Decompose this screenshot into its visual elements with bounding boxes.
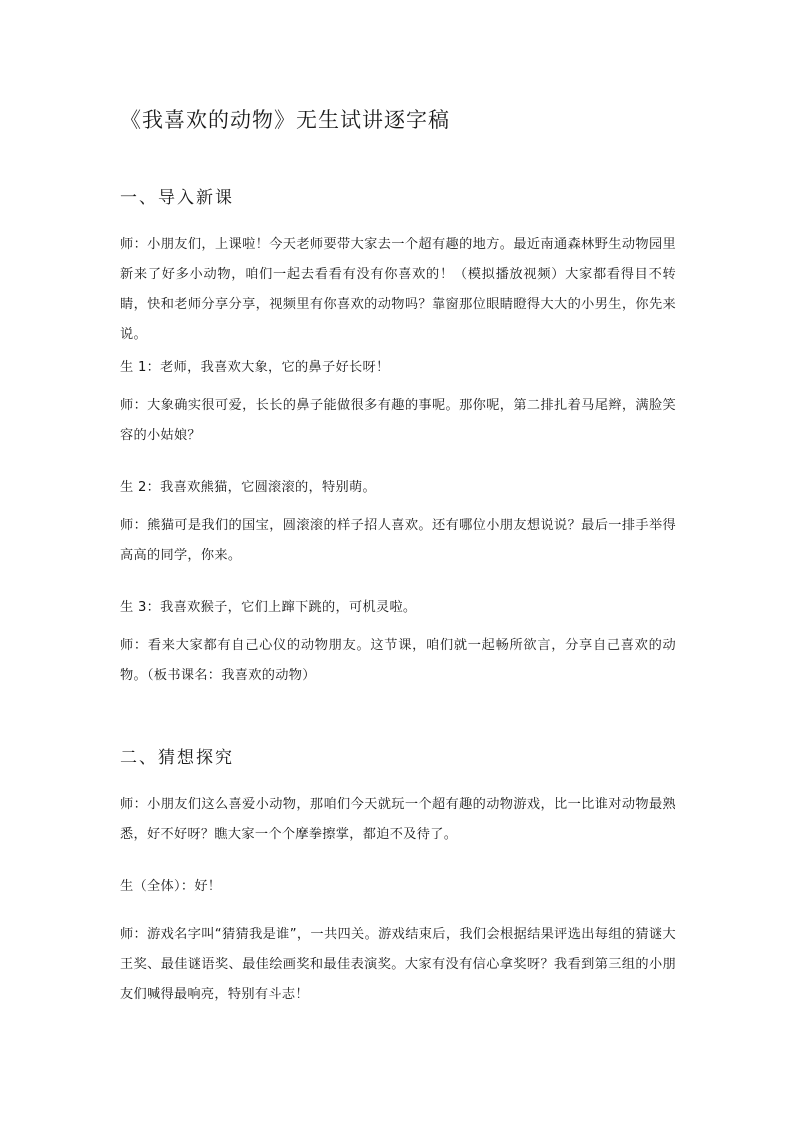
section-heading-intro: 一、导入新课	[120, 188, 234, 208]
paragraph: 师：小朋友们这么喜爱小动物，那咱们今天就玩一个超有趣的动物游戏，比一比谁对动物最熟悉，好不好呀？瞧大家一个个摩拳擦掌，都迫不及待了。	[120, 797, 676, 842]
paragraph: 生 2：我喜欢熊猫，它圆滚滚的，特别萌。	[120, 480, 376, 495]
paragraph: 师：小朋友们，上课啦！今天老师要带大家去一个超有趣的地方。最近南通森林野生动物园里新来了好多小动物，咱们一起去看看有没有你喜欢的！（模拟播放视频）大家都看得目不转睛，快和老师分享分享，视频里有你喜欢的动物吗？靠窗那位眼睛瞪得大大的小男生，你先来说。	[120, 237, 676, 342]
paragraph: 生 3：我喜欢猴子，它们上蹿下跳的，可机灵啦。	[120, 600, 417, 615]
document-title: 《我喜欢的动物》无生试讲逐字稿	[120, 108, 450, 132]
paragraph: 师：大象确实很可爱，长长的鼻子能做很多有趣的事呢。那你呢，第二排扎着马尾辫，满脸笑容的小姑娘？	[120, 398, 676, 443]
paragraph: 生（全体）：好！	[120, 879, 222, 894]
paragraph: 师：游戏名字叫“猜猜我是谁”，一共四关。游戏结束后，我们会根据结果评选出每组的猜谜大王奖、最佳谜语奖、最佳绘画奖和最佳表演奖。大家有没有信心拿奖呀？我看到第三组的小朋友们喊得最响亮，特别有斗志！	[120, 927, 676, 1002]
paragraph: 师：熊猫可是我们的国宝，圆滚滚的样子招人喜欢。还有哪位小朋友想说说？最后一排手举得高高的同学，你来。	[120, 518, 676, 563]
section-heading-explore: 二、猜想探究	[120, 748, 234, 768]
paragraph: 生 1：老师，我喜欢大象，它的鼻子好长呀！	[120, 360, 390, 375]
paragraph: 师：看来大家都有自己心仪的动物朋友。这节课，咱们就一起畅所欲言，分享自己喜欢的动物。（板书课名：我喜欢的动物）	[120, 638, 676, 683]
